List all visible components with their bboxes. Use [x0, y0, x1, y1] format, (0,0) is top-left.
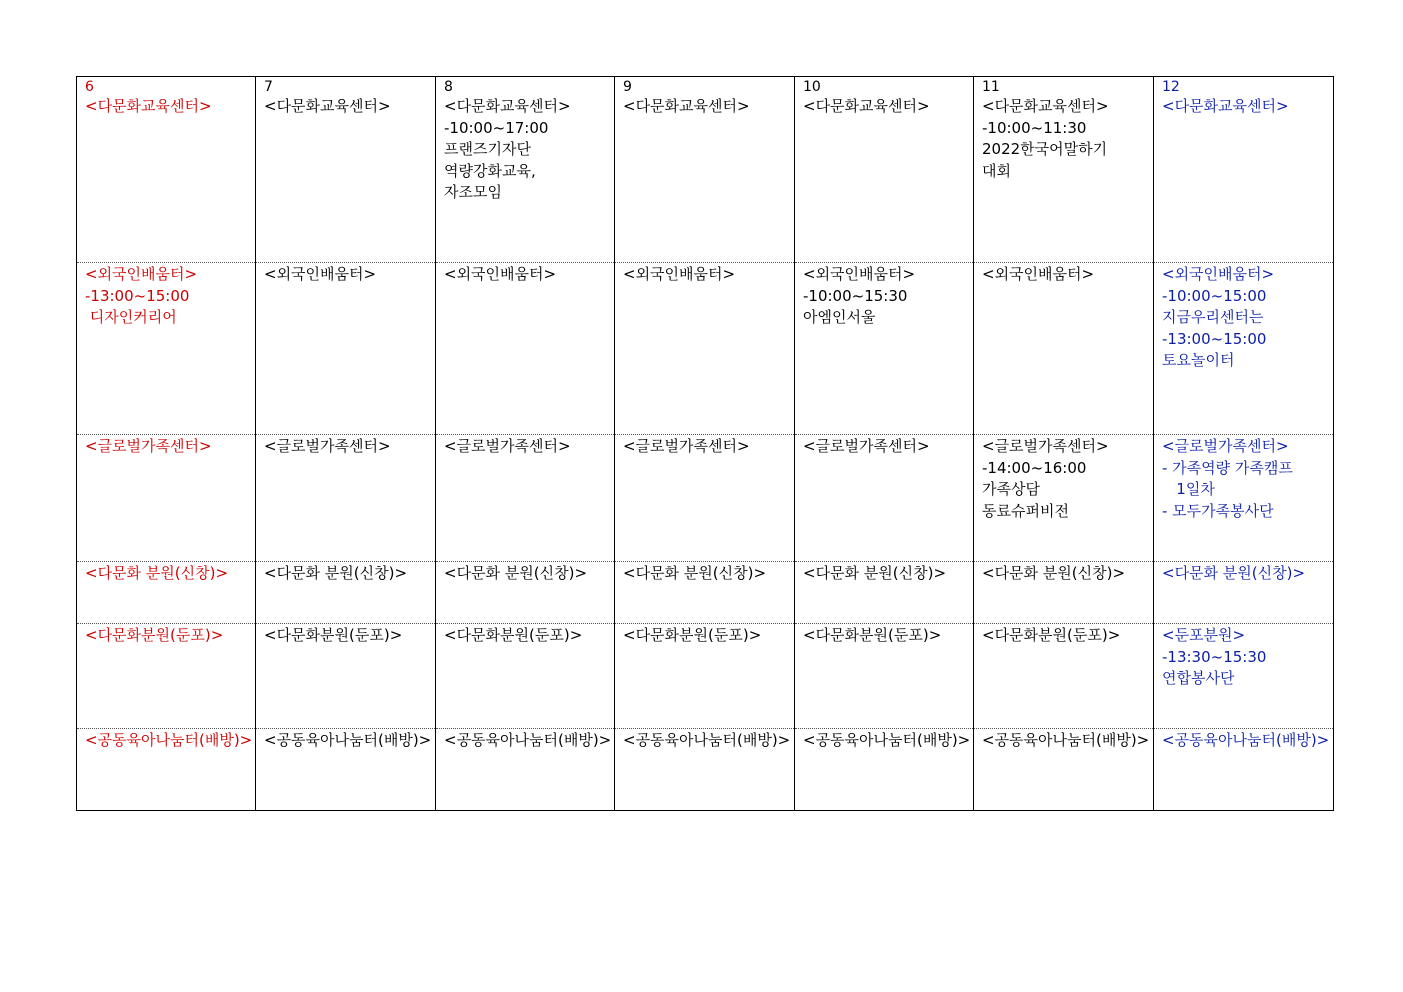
center-name: <다문화분원(둔포)> — [803, 626, 942, 644]
event-line: 가족상담 — [982, 480, 1040, 498]
center-name: <다문화 분원(신창)> — [85, 564, 229, 582]
event-line: 1일차 — [1162, 480, 1215, 498]
schedule-cell — [256, 435, 436, 562]
schedule-cell — [436, 562, 615, 624]
schedule-cell — [615, 729, 795, 811]
schedule-cell — [1154, 263, 1334, 435]
schedule-cell — [436, 729, 615, 811]
event-line: -10:00~15:30 — [803, 286, 908, 305]
schedule-cell — [795, 562, 974, 624]
center-name: <공동육아나눔터(배방)> — [444, 731, 612, 749]
schedule-cell — [615, 263, 795, 435]
schedule-cell — [615, 624, 795, 729]
center-name: <다문화분원(둔포)> — [982, 626, 1121, 644]
center-name: <글로벌가족센터> — [264, 437, 391, 455]
schedule-cell — [615, 562, 795, 624]
event-line: -13:00~15:00 — [1162, 329, 1267, 348]
schedule-cell — [436, 624, 615, 729]
center-name: <다문화 분원(신창)> — [803, 564, 947, 582]
event-line: 프랜즈기자단 — [444, 140, 531, 158]
event-line: - 가족역량 가족캠프 — [1162, 458, 1293, 477]
event-line: -13:30~15:30 — [1162, 647, 1267, 666]
event-line: 동료슈퍼비전 — [982, 501, 1069, 520]
center-name: <외국인배움터> — [803, 265, 916, 283]
center-name: <글로벌가족센터> — [982, 437, 1109, 455]
event-line: 대회 — [982, 161, 1011, 180]
center-name: <다문화 분원(신창)> — [982, 564, 1126, 582]
center-name: <둔포분원> — [1162, 626, 1246, 644]
schedule-cell — [974, 729, 1154, 811]
center-name: <글로벌가족센터> — [1162, 437, 1289, 455]
center-name: <다문화교육센터> — [623, 97, 750, 115]
center-name: <글로벌가족센터> — [623, 437, 750, 455]
day-number: 11 — [974, 77, 1154, 96]
schedule-row — [77, 624, 1334, 729]
schedule-cell — [256, 263, 436, 435]
schedule-cell — [77, 95, 256, 263]
schedule-cell — [77, 729, 256, 811]
center-name: <외국인배움터> — [982, 265, 1095, 283]
center-name: <외국인배움터> — [264, 265, 377, 283]
event-line: 자조모임 — [444, 183, 502, 201]
schedule-cell — [436, 435, 615, 562]
schedule-cell — [77, 562, 256, 624]
day-number: 9 — [615, 77, 795, 96]
center-name: <다문화분원(둔포)> — [85, 626, 224, 644]
schedule-cell — [1154, 562, 1334, 624]
center-name: <다문화교육센터> — [444, 97, 571, 115]
schedule-row — [77, 435, 1334, 562]
day-number: 7 — [256, 77, 436, 96]
schedule-row — [77, 263, 1334, 435]
schedule-row — [77, 562, 1334, 624]
schedule-cell — [974, 562, 1154, 624]
center-name: <다문화분원(둔포)> — [444, 626, 583, 644]
schedule-cell — [795, 624, 974, 729]
schedule-cell — [795, 729, 974, 811]
event-line: 역량강화교육, — [444, 161, 536, 180]
center-name: <다문화교육센터> — [264, 97, 391, 115]
schedule-cell — [77, 624, 256, 729]
event-line: -14:00~16:00 — [982, 458, 1087, 477]
center-name: <외국인배움터> — [623, 265, 736, 283]
center-name: <다문화분원(둔포)> — [264, 626, 403, 644]
center-name: <글로벌가족센터> — [803, 437, 930, 455]
schedule-cell — [795, 95, 974, 263]
schedule-cell — [1154, 624, 1334, 729]
schedule-cell — [256, 729, 436, 811]
event-line: -13:00~15:00 — [85, 286, 190, 305]
center-name: <외국인배움터> — [1162, 265, 1275, 283]
center-name: <글로벌가족센터> — [444, 437, 571, 455]
schedule-cell — [615, 435, 795, 562]
schedule-cell — [974, 435, 1154, 562]
schedule-cell — [256, 95, 436, 263]
schedule-cell — [974, 263, 1154, 435]
schedule-row — [77, 95, 1334, 263]
day-number: 10 — [795, 77, 974, 96]
event-line: - 모두가족봉사단 — [1162, 501, 1274, 520]
event-line: -10:00~17:00 — [444, 118, 549, 137]
schedule-cell — [256, 562, 436, 624]
center-name: <공동육아나눔터(배방)> — [85, 731, 253, 749]
schedule-cell — [256, 624, 436, 729]
event-line: -10:00~11:30 — [982, 118, 1087, 137]
center-name: <다문화교육센터> — [85, 97, 212, 115]
event-line: 토요놀이터 — [1162, 351, 1235, 369]
schedule-cell — [1154, 95, 1334, 263]
event-line: 지금우리센터는 — [1162, 308, 1264, 326]
center-name: <외국인배움터> — [444, 265, 557, 283]
schedule-cell — [615, 95, 795, 263]
day-header-row — [77, 77, 1334, 96]
center-name: <글로벌가족센터> — [85, 437, 212, 455]
day-number: 12 — [1154, 77, 1334, 96]
event-line: 디자인커리어 — [85, 308, 177, 326]
center-name: <다문화교육센터> — [803, 97, 930, 115]
event-line: 아엠인서울 — [803, 308, 876, 326]
event-line: -10:00~15:00 — [1162, 286, 1267, 305]
schedule-cell — [436, 263, 615, 435]
center-name: <공동육아나눔터(배방)> — [1162, 731, 1330, 749]
schedule-cell — [77, 435, 256, 562]
center-name: <외국인배움터> — [85, 265, 198, 283]
event-line: 2022한국어말하기 — [982, 140, 1108, 158]
center-name: <다문화 분원(신창)> — [264, 564, 408, 582]
schedule-row — [77, 729, 1334, 811]
schedule-cell — [1154, 729, 1334, 811]
center-name: <다문화 분원(신창)> — [623, 564, 767, 582]
center-name: <공동육아나눔터(배방)> — [264, 731, 432, 749]
schedule-cell — [795, 435, 974, 562]
event-line: 연합봉사단 — [1162, 669, 1235, 687]
schedule-cell — [974, 624, 1154, 729]
day-number: 6 — [77, 77, 256, 96]
schedule-cell — [974, 95, 1154, 263]
schedule-cell — [1154, 435, 1334, 562]
center-name: <공동육아나눔터(배방)> — [982, 731, 1150, 749]
center-name: <다문화 분원(신창)> — [444, 564, 588, 582]
schedule-cell — [795, 263, 974, 435]
schedule-cell — [436, 95, 615, 263]
center-name: <다문화교육센터> — [1162, 97, 1289, 115]
center-name: <다문화분원(둔포)> — [623, 626, 762, 644]
schedule-cell — [77, 263, 256, 435]
center-name: <공동육아나눔터(배방)> — [803, 731, 971, 749]
center-name: <공동육아나눔터(배방)> — [623, 731, 791, 749]
weekly-schedule-table — [76, 76, 1334, 811]
day-number: 8 — [436, 77, 615, 96]
center-name: <다문화교육센터> — [982, 97, 1109, 115]
center-name: <다문화 분원(신창)> — [1162, 564, 1306, 582]
